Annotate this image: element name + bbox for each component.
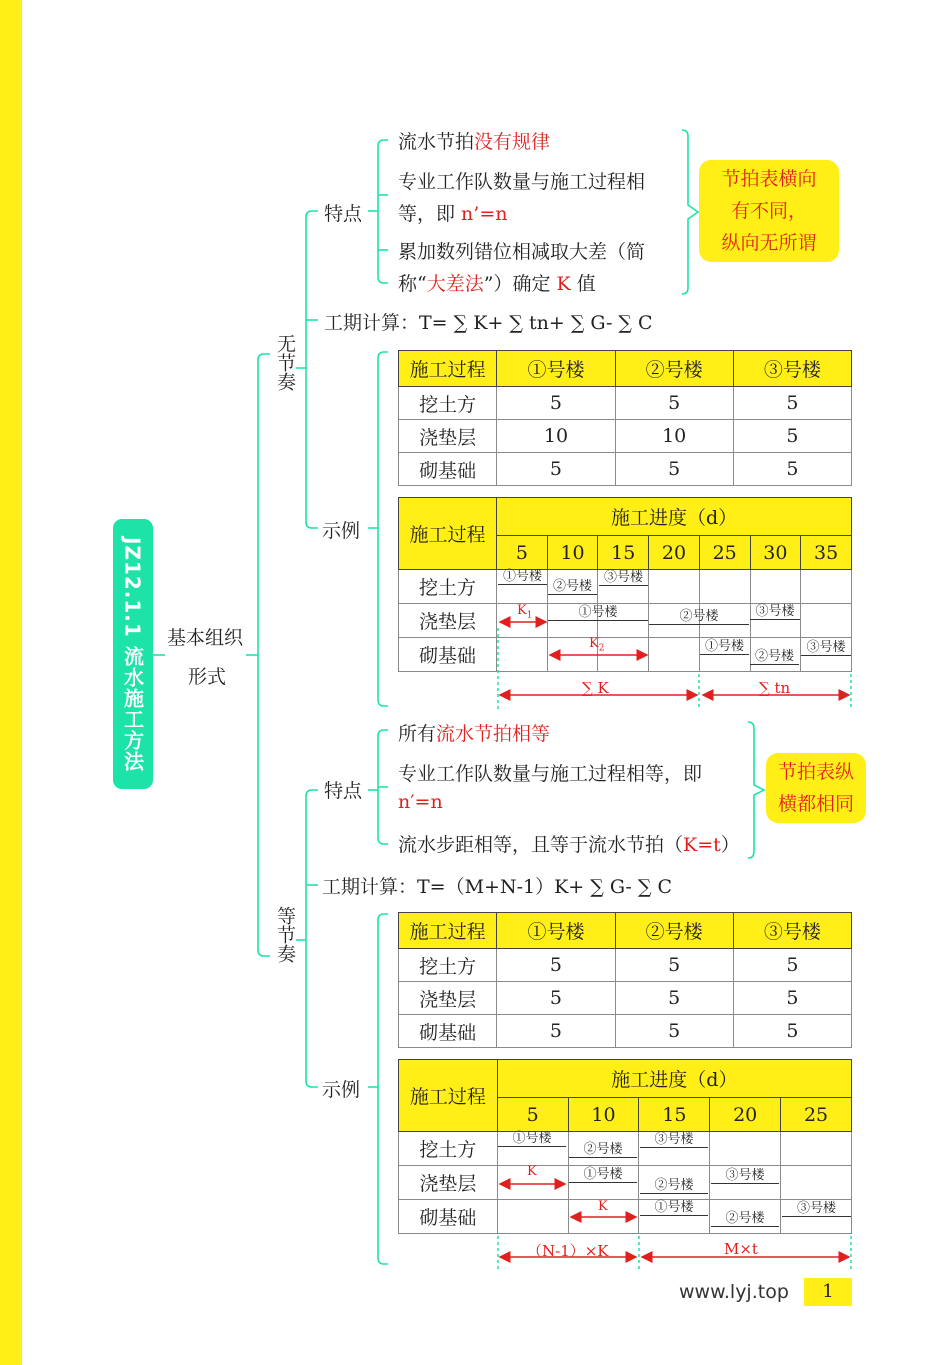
none-features-label: 特点 [324,203,363,225]
gantt-bar: ②号楼 [569,1143,637,1158]
table-cell: 5 [733,453,851,486]
equal-feature-1-highlight: 流水节拍相等 [436,723,551,745]
table-cell: 5 [497,1015,615,1048]
gantt-bar: ②号楼 [750,650,799,665]
none-example-label: 示例 [322,520,361,542]
gantt-tick: 20 [649,536,700,570]
table-header: 施工过程 [399,351,497,387]
table-cell: 5 [615,387,733,420]
table-cell: 5 [615,949,733,982]
level1-label-line2: 形式 [188,666,227,688]
table-cell: 5 [733,1015,851,1048]
equal-example-label: 示例 [322,1079,361,1101]
gantt-process-header: 施工过程 [399,498,497,570]
table-cell: 5 [497,982,615,1015]
table-cell: 10 [615,420,733,453]
equal-duration-formula: 工期计算：T=（M+N-1）K+ ∑ G- ∑ C [322,876,672,898]
gantt-tick: 15 [639,1098,710,1132]
gantt-row-label: 砌基础 [399,1200,498,1234]
none-note-line3: 纵向无所谓 [721,232,817,254]
gantt-bar: ①号楼 [498,570,547,585]
gantt-progress-header: 施工进度（d） [497,498,852,536]
gantt-bar: ③号楼 [750,605,800,620]
table-cell: 5 [497,453,615,486]
table-cell: 5 [615,982,733,1015]
gantt-tick: 35 [801,536,852,570]
gantt-tick: 25 [699,536,750,570]
table-cell: 5 [733,420,851,453]
table-cell: 5 [497,949,615,982]
gantt-bar: ②号楼 [548,580,597,595]
none-duration-formula: 工期计算：T= ∑ K+ ∑ tn+ ∑ G- ∑ C [324,312,653,334]
equal-feature-2-line2: n′=n [398,791,443,813]
none-feature-2-line1: 专业工作队数量与施工过程相 [398,171,646,193]
table-cell: 10 [497,420,615,453]
none-feature-3-b: ”）确定 [483,273,557,295]
table-cell: 挖土方 [399,949,497,982]
none-feature-3-c: 值 [570,273,596,295]
equal-feature-3-highlight: K=t [683,834,721,856]
table-cell: 5 [733,949,851,982]
gantt-row-label: 挖土方 [399,570,497,604]
none-feature-3-line1: 累加数列错位相减取大差（简 [398,241,646,263]
table-cell: 5 [615,453,733,486]
none-feature-3-highlight: 大差法 [426,273,484,295]
gantt-row-label: 砌基础 [399,638,497,672]
equal-feature-3-text: 流水步距相等，且等于流水节拍（ [398,834,684,856]
gantt-tick: 5 [497,536,548,570]
right-total-label: M×t [724,1240,758,1258]
gantt-bar: ①号楼 [640,1201,708,1216]
gantt-process-header: 施工过程 [399,1060,498,1132]
type-none-name: 无节奏 [274,334,296,391]
equal-feature-3-end: ） [720,834,740,856]
gantt-bar: ②号楼 [640,1179,708,1194]
table-header: ①号楼 [497,913,615,949]
k2-sub: 2 [598,643,605,654]
table-cell: 砌基础 [399,1015,497,1048]
none-note-line1: 节拍表横向 [721,168,817,190]
gantt-progress-header: 施工进度（d） [497,1060,851,1098]
none-note-line2: 有不同， [730,200,807,222]
gantt-tick: 25 [781,1098,852,1132]
gantt-bar: ③号楼 [801,641,851,656]
gantt-bar: ③号楼 [782,1202,851,1217]
k1-sub: 1 [526,610,533,621]
left-total-label: （N-1）×K [527,1242,609,1260]
table-cell: 挖土方 [399,387,497,420]
table-header: 施工过程 [399,913,497,949]
sum-k-label: ∑ K [582,679,609,697]
k-b-label: K [598,1199,608,1214]
equal-note-line1: 节拍表纵 [777,761,854,783]
gantt-tick: 20 [710,1098,781,1132]
page-number: 1 [804,1278,852,1306]
gantt-row-label: 挖土方 [399,1132,498,1166]
equal-note-line2: 横都相同 [777,793,854,815]
none-feature-2-highlight: n’=n [461,203,508,225]
k2-letter: K [589,636,599,651]
gantt-tick: 10 [568,1098,639,1132]
equal-feature-1-text: 所有 [398,723,437,745]
table-header: ②号楼 [615,913,733,949]
gantt-row-label: 浇垫层 [399,1166,498,1200]
k1-letter: K [517,603,527,618]
type-equal-name: 等节奏 [274,906,296,963]
table-cell: 5 [615,1015,733,1048]
table-cell: 浇垫层 [399,982,497,1015]
table-cell: 砌基础 [399,453,497,486]
gantt-tick: 30 [750,536,801,570]
table-cell: 5 [733,387,851,420]
table-cell: 浇垫层 [399,420,497,453]
gantt-row-label: 浇垫层 [399,604,497,638]
gantt-bar: ③号楼 [599,571,648,586]
equal-features-label: 特点 [324,780,363,802]
table-cell: 5 [497,387,615,420]
gantt-tick: 15 [598,536,649,570]
sum-tn-label: ∑ tn [759,679,791,697]
none-feature-3-k: K [556,273,571,295]
k-a-label: K [527,1164,537,1179]
table-header: ③号楼 [733,351,851,387]
gantt-bar: ③号楼 [640,1133,708,1148]
none-feature-2-text: 等，即 [398,203,462,225]
level1-label-line1: 基本组织 [167,627,244,649]
gantt-bar: ①号楼 [548,606,648,621]
table-header: ①号楼 [497,351,615,387]
table-header: ②号楼 [615,351,733,387]
footer-url: www.lyj.top [679,1281,789,1303]
gantt-bar: ①号楼 [569,1168,637,1183]
none-feature-1-highlight: 没有规律 [474,131,551,153]
root-title: JZ12.1.1 流水施工方法 [120,536,145,772]
gantt-bar: ①号楼 [498,1132,566,1147]
table-cell: 5 [733,982,851,1015]
gantt-bar: ①号楼 [700,640,749,655]
gantt-bar: ②号楼 [649,610,749,625]
gantt-tick: 5 [497,1098,568,1132]
gantt-bar: ③号楼 [711,1169,779,1184]
gantt-tick: 10 [547,536,598,570]
none-feature-3-a: 称“ [398,273,427,295]
table-header: ③号楼 [733,913,851,949]
equal-feature-2-line1: 专业工作队数量与施工过程相等，即 [398,763,703,785]
gantt-bar: ②号楼 [711,1212,779,1227]
none-feature-1-text: 流水节拍 [398,131,475,153]
